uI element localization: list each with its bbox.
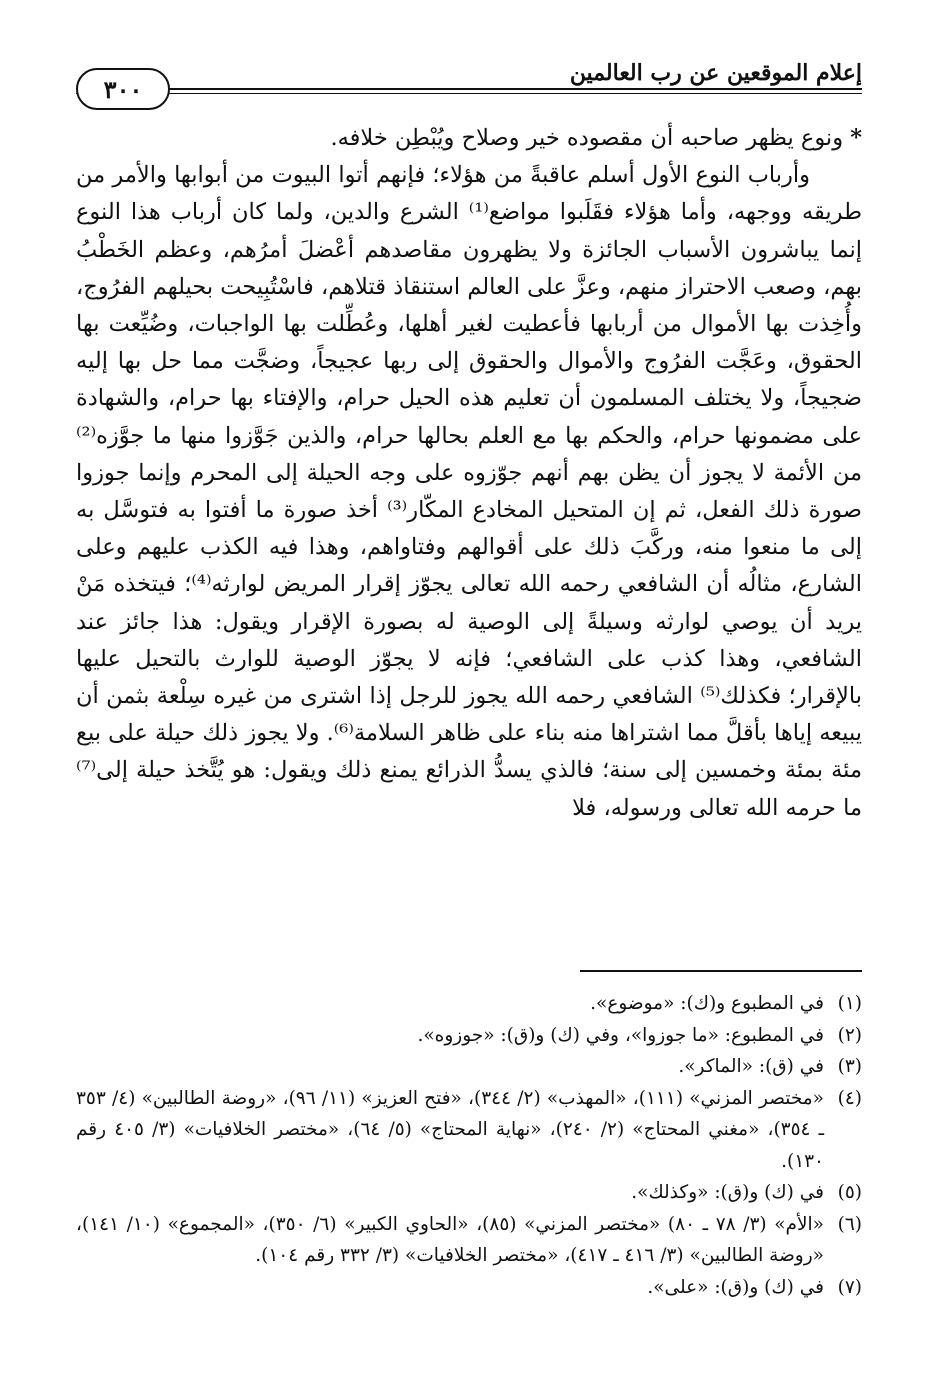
page-header [76, 50, 862, 104]
intro-text: ونوع يظهر صاحبه أن مقصوده خير وصلاح ويُبْطِن خلافه. [330, 125, 851, 151]
footnote-text: في (ك) و(ق): «على». [647, 1276, 824, 1298]
footnote-text: في (ق): «الماكر». [678, 1056, 824, 1077]
footnote-number: (٧) [837, 1276, 862, 1298]
footnote-item [76, 988, 862, 1020]
bullet-star-icon: * [850, 125, 862, 151]
main-text [76, 120, 862, 827]
footnote-number: (٥) [837, 1182, 862, 1203]
footnote-separator [580, 970, 862, 972]
footnote-text: في المطبوع: «ما جوزوا»، وفي (ك) و(ق): «جوزوه». [417, 1024, 824, 1046]
footnote-item [76, 1272, 862, 1304]
footnote-number: (٦) [837, 1213, 862, 1235]
footnote-item [76, 1051, 862, 1083]
footnote-item [76, 1020, 862, 1052]
footnote-number: (٣) [837, 1056, 862, 1077]
header-rule-thin [76, 93, 862, 94]
intro-line [76, 120, 862, 157]
footnotes [76, 988, 862, 1303]
main-paragraph: وأرباب النوع الأول أسلم عاقبةً من هؤلاء؛ فإنهم أتوا البيوت من أبوابها والأمر من طريقه ووجهه، وأما هؤلاء فقَلَبوا مواضع⁽¹⁾ الشرع والدين، ولما كان أرباب هذا النوع إنما يباشرون الأسباب الجائزة ولا يظهرون مقاصدهم أعْضلَ أمرُهم، وعظم الخَطْبُ بهم، وصعب الاحتراز منهم، وعزَّ على العالم استنقاذ قتلاهم، فاسْتُبِيحت بحيلهم الفرُوج، وأُخِذت بها الأموال من أربابها فأعطيت لغير أهلها، وعُطِّلت بها الواجبات، وضُيِّعت بها الحقوق، وعَجَّت الفرُوج والأموال والحقوق إلى ربها عجيجاً، وضجَّت مما حل بها إليه ضجيجاً، ولا يختلف المسلمون أن تعليم هذه الحيل حرام، والإفتاء بها حرام، والشهادة على مضمونها حرام، والحكم بها مع العلم بحالها حرام، والذين جَوَّزوا منها ما جوَّزه⁽²⁾ من الأئمة لا يجوز أن يظن بهم أنهم جوّزوه على وجه الحيلة إلى المحرم وإنما جوزوا صورة ذلك الفعل، ثم إن المتحيل المخادع المكّار⁽³⁾ أخذ صورة ما أفتوا به فتوسَّل به إلى ما منعوا منه، وركَّبَ ذلك على أقوالهم وفتاواهم، وهذا فيه الكذب عليهم وعلى الشارع، مثالُه أن الشافعي رحمه الله تعالى يجوّز إقرار المريض لوارثه⁽⁴⁾؛ فيتخذه مَنْ يريد أن يوصي لوارثه وسيلةً إلى الوصية له بصورة الإقرار ويقول: هذا جائز عند الشافعي، وهذا كذب على الشافعي؛ فإنه لا يجوّز الوصية للوارث بالتحيل عليها بالإقرار؛ فكذلك⁽⁵⁾ الشافعي رحمه الله يجوز للرجل إذا اشترى من غيره سِلْعة بثمن أن يبيعه إياها بأقلَّ مما اشتراها منه بناء على ظاهر السلامة⁽⁶⁾. ولا يجوز ذلك حيلة على بيع مئة بمئة وخمسين إلى سنة؛ فالذي يسدُّ الذرائع يمنع ذلك ويقول: هو يُتَّخذ حيلة إلى⁽⁷⁾ ما حرمه الله تعالى ورسوله، فلا [76, 162, 862, 821]
footnote-number: (٤) [837, 1087, 862, 1109]
footnote-text: «الأم» (٣/ ٧٨ ـ ٨٠) «مختصر المزني» (٨٥)، «الحاوي الكبير» (٦/ ٣٥٠)، «المجموع» (١٠/ ١٤١)، «روضة الطالبين» (٣/ ٤١٦ ـ ٤١٧)، «مختصر الخلافيات» (٣/ ٣٣٢ رقم ١٠٤). [76, 1213, 824, 1266]
running-title: إعلام الموقعين عن رب العالمين [569, 60, 862, 86]
header-rule-thick [76, 88, 862, 90]
footnote-number: (٢) [837, 1024, 862, 1046]
footnote-item [76, 1083, 862, 1178]
footnote-text: في (ك) و(ق): «وكذلك». [631, 1182, 824, 1203]
footnote-text: في المطبوع و(ك): «موضوع». [590, 993, 824, 1014]
footnote-text: «مختصر المزني» (١١١)، «المهذب» (٢/ ٣٤٤)، «فتح العزيز» (١١/ ٩٦)، «روضة الطالبين» (٤/ ٣٥٣ ـ ٣٥٤)، «مغني المحتاج» (٢/ ٢٤٠)، «نهاية المحتاج» (٥/ ٦٤)، «مختصر الخلافيات» (٣/ ٤٠٥ رقم ١٣٠). [76, 1087, 824, 1172]
footnote-item [76, 1177, 862, 1209]
footnote-item [76, 1209, 862, 1272]
footnote-number: (١) [837, 993, 862, 1014]
page-number: ٣٠٠ [76, 68, 170, 110]
